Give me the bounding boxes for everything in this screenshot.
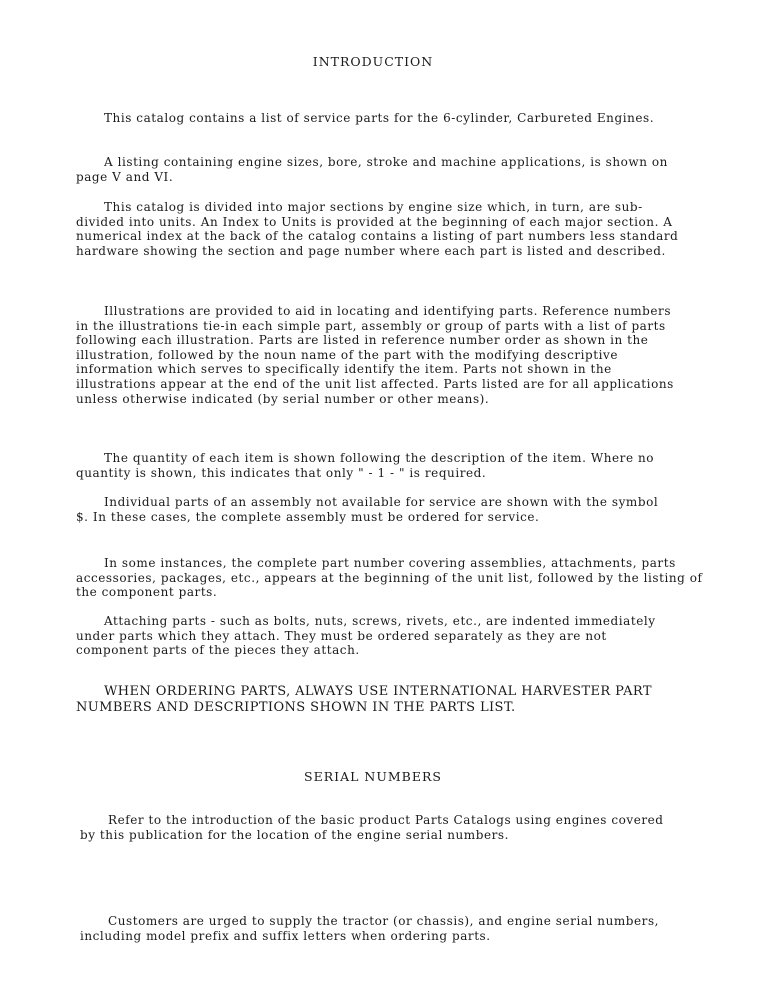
introduction-heading: INTRODUCTION <box>312 54 434 69</box>
paragraph-attaching-parts: Attaching parts - such as bolts, nuts, screws, rivets, etc., are indented immediately under parts which they attach. They must be ordered separately as they are not component parts of the pieces they attach. <box>76 614 656 658</box>
paragraph-catalog-sections: This catalog is divided into major sections by engine size which, in turn, are sub-divided into units. An Index to Units is provided at the beginning of each major section. A numerical index at the back of the catalog contains a listing of part numbers less standard hardware showing the section and page number where each part is listed and described. <box>76 200 679 258</box>
paragraph-customer-serials: Customers are urged to supply the tractor (or chassis), and engine serial numbers, including model prefix and suffix letters when ordering parts. <box>80 914 660 943</box>
paragraph-engine-listing: A listing containing engine sizes, bore, stroke and machine applications, is shown on page V and VI. <box>76 155 668 184</box>
paragraph-quantity: The quantity of each item is shown following the description of the item. Where no quantity is shown, this indicates that only " - 1 - " is required. <box>76 451 655 480</box>
serial-numbers-heading: SERIAL NUMBERS <box>304 769 442 784</box>
paragraph-part-number-instances: In some instances, the complete part number covering assemblies, attachments, parts accessories, packages, etc., appears at the beginning of the unit list, followed by the listing of the component parts. <box>76 556 703 600</box>
paragraph-ordering-notice: WHEN ORDERING PARTS, ALWAYS USE INTERNATIONAL HARVESTER PART NUMBERS AND DESCRIPTIONS SHOWN IN THE PARTS LIST. <box>76 684 652 715</box>
paragraph-serial-location: Refer to the introduction of the basic product Parts Catalogs using engines covered by this publication for the location of the engine serial numbers. <box>80 813 664 842</box>
paragraph-illustrations: Illustrations are provided to aid in locating and identifying parts. Reference numbers in the illustrations tie-in each simple part, assembly or group of parts with a list of parts following each illustration. Parts are listed in reference number order as shown in the illustration, followed by the noun name of the part with the modifying descriptive information which serves to specifically identify the item. Parts not shown in the illustrations appear at the end of the unit list affected. Parts listed are for all applications unless otherwise indicated (by serial number or other means). <box>76 304 674 406</box>
paragraph-catalog-contents: This catalog contains a list of service parts for the 6-cylinder, Carbureted Engines. <box>104 111 655 125</box>
paragraph-assembly-symbol: Individual parts of an assembly not available for service are shown with the symbol $. In these cases, the complete assembly must be ordered for service. <box>76 495 659 524</box>
